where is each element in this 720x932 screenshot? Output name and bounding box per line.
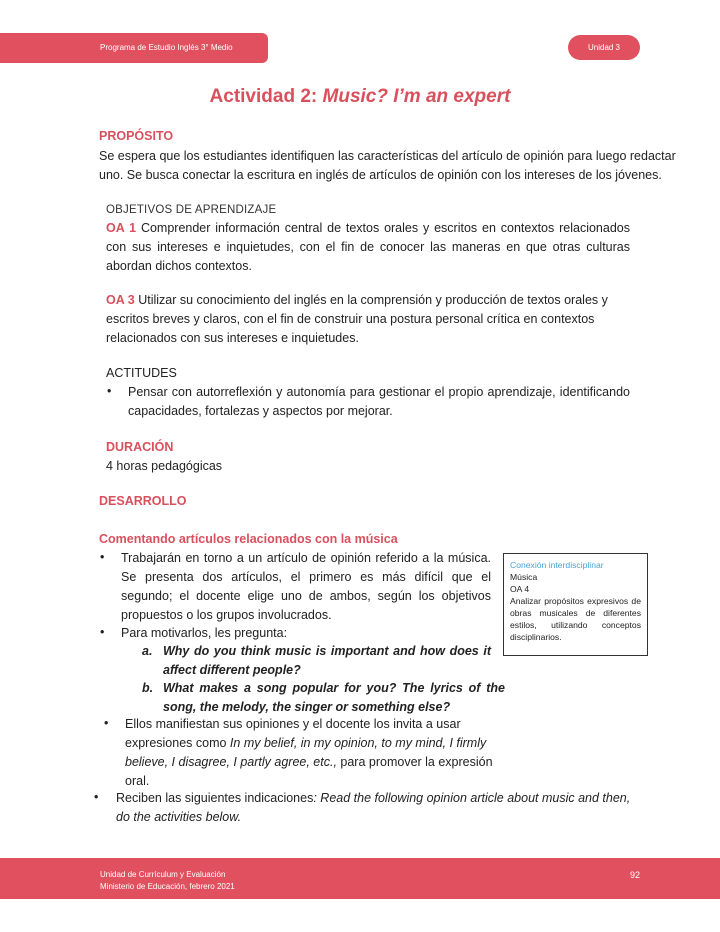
question-a-label: a. xyxy=(142,644,153,658)
proposito-line-2: uno. Se busca conectar la escritura en inglés de artículos de opinión con los intereses de los jóvenes. xyxy=(99,168,662,182)
objetivos-heading: OBJETIVOS DE APRENDIZAJE xyxy=(106,204,277,216)
activity-title-prefix: Actividad 2: xyxy=(209,86,323,107)
oa3-text: Utilizar su conocimiento del inglés en la comprensión y producción de textos orales y escritos breves y claros, con el fin de construir una postura personal crítica en contextos relacionados con sus intereses e inquietudes. xyxy=(106,293,608,345)
oa3-tag: OA 3 xyxy=(106,293,135,307)
desarrollo-bullet-3 xyxy=(125,715,507,791)
conexion-oa: OA 4 xyxy=(510,584,530,594)
oa1-tag: OA 1 xyxy=(106,221,137,235)
proposito-heading: PROPÓSITO xyxy=(99,129,174,143)
actitudes-item: Pensar con autorreflexión y autonomía para gestionar el propio aprendizaje, identificando capacidades, fortalezas y aspectos por mejorar. xyxy=(128,385,630,418)
b3-end: para promover la expresión oral. xyxy=(125,755,493,788)
activity-title xyxy=(0,86,720,108)
conexion-title: Conexión interdisciplinar xyxy=(510,560,604,570)
desarrollo-bullet-2: Para motivarlos, les pregunta: xyxy=(121,626,288,640)
b3-start: Ellos manifiestan sus opiniones y el docente los invita a usar expresiones como xyxy=(125,717,461,750)
footer-line-2: Ministerio de Educación, febrero 2021 xyxy=(100,882,235,891)
bullet-icon: • xyxy=(104,716,109,730)
bullet-icon: • xyxy=(100,625,105,639)
desarrollo-bullet-1: Trabajarán en torno a un artículo de opinión referido a la música. Se presenta dos artículos, el primero es más difícil que el segundo; el docente elige uno de ambos, según los objetivos propuestos o los grupos involucrados. xyxy=(121,551,491,622)
proposito-text xyxy=(99,147,676,185)
unit-badge: Unidad 3 xyxy=(568,35,640,60)
bullet-icon: • xyxy=(107,384,112,398)
question-b-label: b. xyxy=(142,681,154,695)
conexion-subject: Música xyxy=(510,572,538,582)
conexion-body: Analizar propósitos expresivos de obras musicales de diferentes estilos, utilizando conceptos disciplinarios. xyxy=(510,596,641,642)
b3-italic: In my belief, in my opinion, to my mind, I firmly believe, I disagree, I partly agree, etc., xyxy=(125,736,487,769)
header-bar xyxy=(0,33,268,63)
conexion-box xyxy=(503,553,648,656)
actitudes-heading: ACTITUDES xyxy=(106,366,177,380)
oa3-paragraph xyxy=(106,291,640,348)
desarrollo-subheading: Comentando artículos relacionados con la música xyxy=(99,532,398,546)
desarrollo-heading: DESARROLLO xyxy=(99,494,187,508)
question-b-text: What makes a song popular for you? The lyrics of the song, the melody, the singer or something else? xyxy=(163,681,505,714)
b4-italic: : Read the following opinion article about music and then, do the activities below. xyxy=(116,791,631,824)
duracion-value: 4 horas pedagógicas xyxy=(106,459,223,473)
bullet-icon: • xyxy=(100,550,105,564)
desarrollo-bullet-4 xyxy=(116,789,646,827)
duracion-heading: DURACIÓN xyxy=(106,440,174,454)
question-a-text: Why do you think music is important and how does it affect different people? xyxy=(163,644,491,677)
oa1-paragraph xyxy=(106,219,630,276)
activity-title-italic: Music? I’m an expert xyxy=(322,86,511,107)
oa1-text: Comprender información central de textos orales y escritos en contextos relacionados con sus intereses e inquietudes, con el fin de conocer las maneras en que otras culturas abordan dichos contextos. xyxy=(106,221,630,273)
b4-start: Reciben las siguientes indicaciones xyxy=(116,791,314,805)
program-title: Programa de Estudio Inglés 3° Medio xyxy=(100,43,233,52)
footer-line-1: Unidad de Currículum y Evaluación xyxy=(100,870,226,879)
bullet-icon: • xyxy=(94,790,99,804)
footer-bar xyxy=(0,858,720,899)
page-number: 92 xyxy=(630,870,641,880)
proposito-line-1: Se espera que los estudiantes identifiquen las características del artículo de opinión para luego redactar xyxy=(99,149,676,163)
